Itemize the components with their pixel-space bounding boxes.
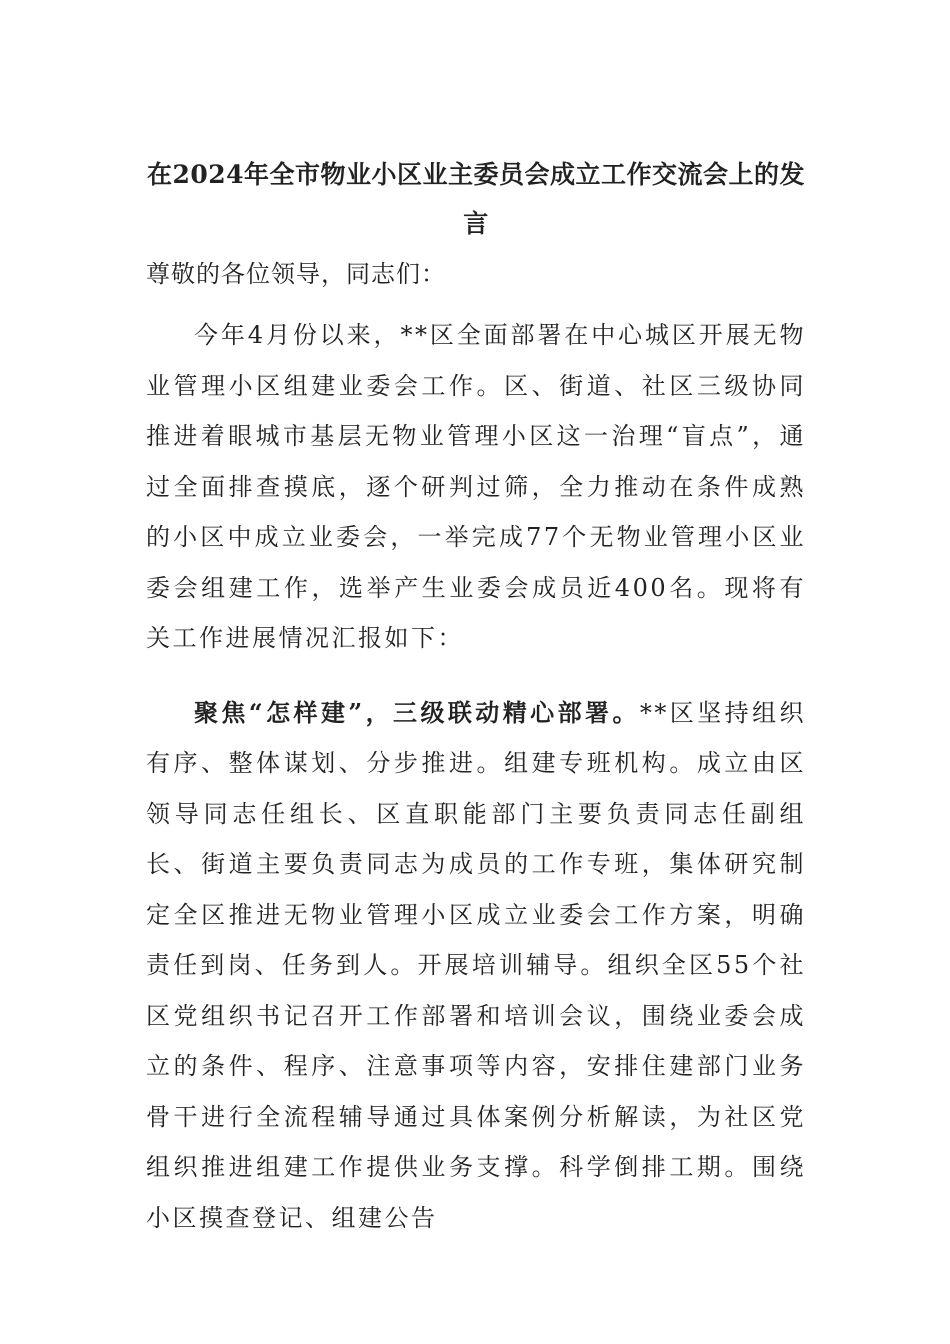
paragraph-2-lead: 聚焦“怎样建”，三级联动精心部署。 (194, 697, 640, 727)
paragraph-1-text: 今年4月份以来，**区全面部署在中心城区开展无物业管理小区组建业委会工作。区、街道、社区三级协同推进着眼城市基层无物业管理小区这一治理“盲点”，通过全面排查摸底，逐个研判过筛，全力推动在条件成熟的小区中成立业委会，一举完成77个无物业管理小区业委会组建工作，选举产生业委会成员近400名。现将有关工作进展情况汇报如下： (146, 321, 806, 652)
document-title: 在2024年全市物业小区业主委员会成立工作交流会上的发言 (146, 160, 806, 238)
salutation: 尊敬的各位领导，同志们： (146, 260, 446, 288)
paragraph-2-text: **区坚持组织有序、整体谋划、分步推进。组建专班机构。成立由区领导同志任组长、区直职能部门主要负责同志任副组长、街道主要负责同志为成员的工作专班，集体研究制定全区推进无物业管理小区成立业委会工作方案，明确责任到岗、任务到人。开展培训辅导。组织全区55个社区党组织书记召开工作部署和培训会议，围绕业委会成立的条件、程序、注意事项等内容，安排住建部门业务骨干进行全流程辅导通过具体案例分析解读，为社区党组织推进组建工作提供业务支撑。科学倒排工期。围绕小区摸查登记、组建公告 (146, 698, 807, 1232)
document-page (146, 150, 806, 1267)
paragraph-2 (146, 688, 806, 1244)
paragraph-1 (146, 310, 806, 664)
